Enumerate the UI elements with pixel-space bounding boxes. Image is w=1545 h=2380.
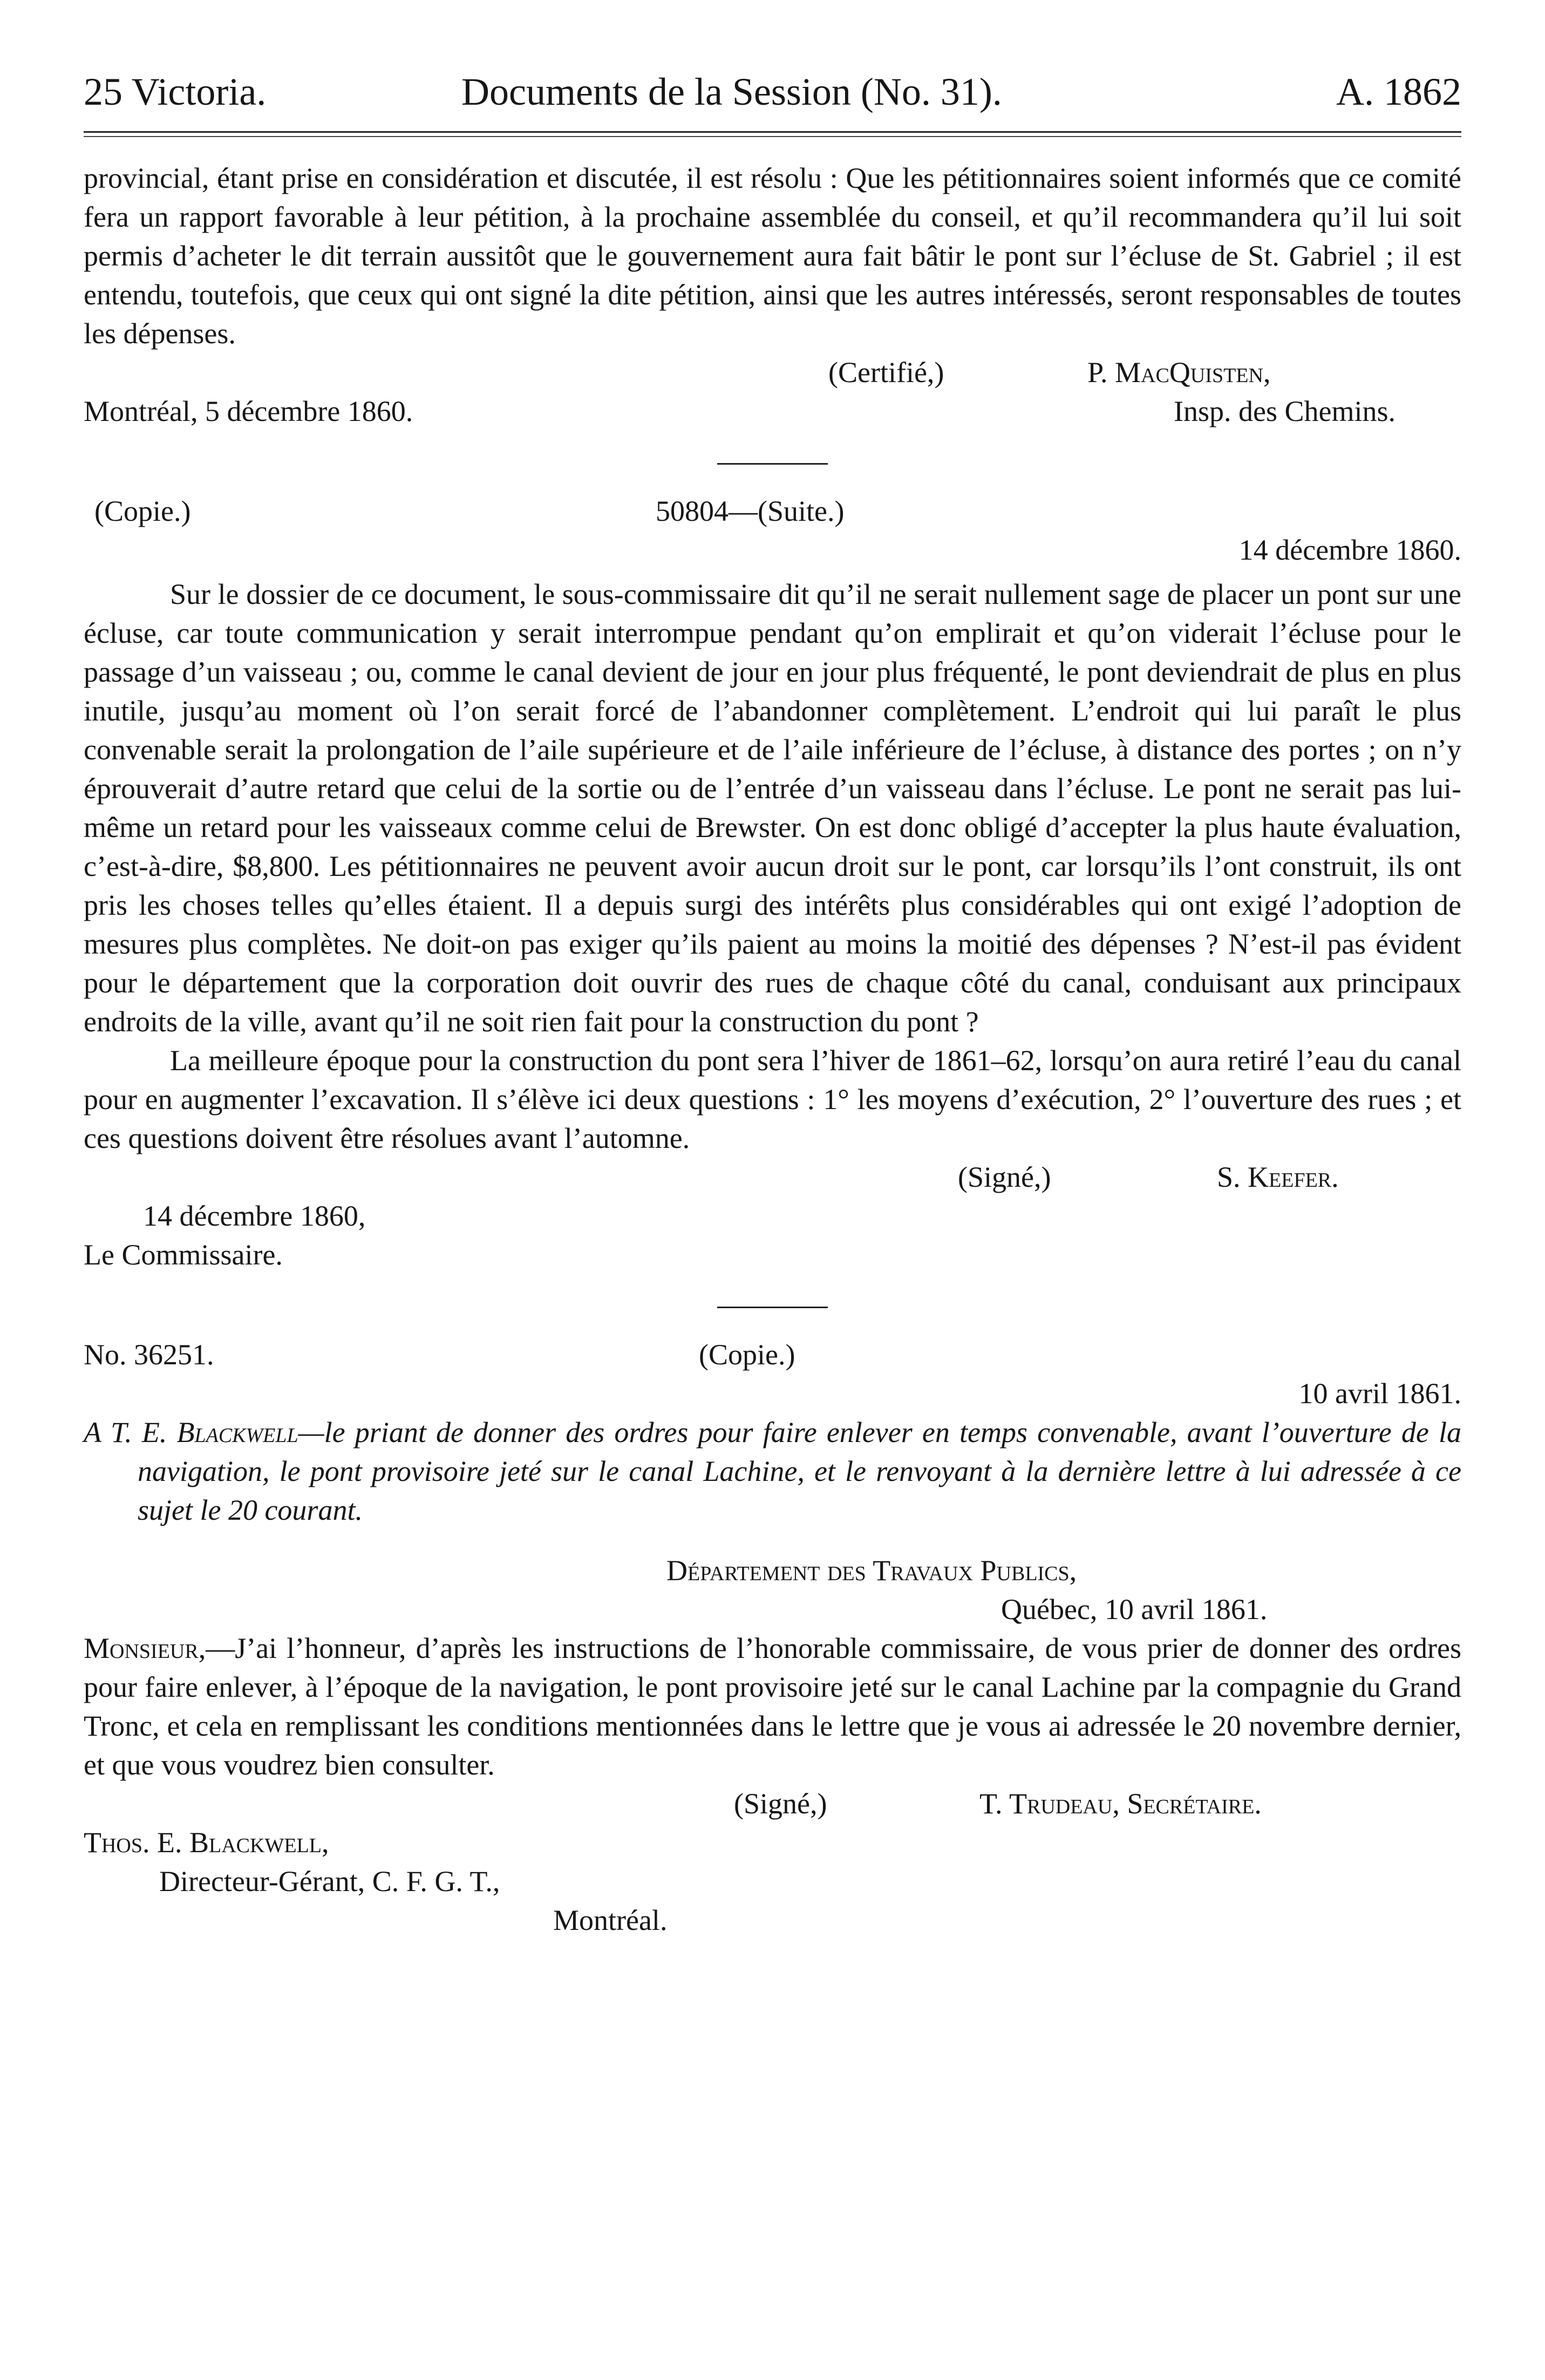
signer-trudeau: T. Trudeau, Secrétaire. xyxy=(979,1787,1262,1820)
addressee-city: Montréal. xyxy=(553,1904,668,1936)
department-place-date: Québec, 10 avril 1861. xyxy=(1001,1593,1268,1626)
document-number: 50804—(Suite.) xyxy=(656,495,845,527)
commissioner-row xyxy=(84,1235,1461,1274)
letter-date-row xyxy=(84,1374,1461,1413)
letter-body-text: —J’ai l’honneur, d’après les instructions de l’honorable commissaire, de vous prier de donner des ordres pour faire enlever, à l’époque de la navigation, le pont provisoire jeté sur le canal Lachine par la compagnie du Grand Tronc, et cela en remplissant les conditions mentionnées dans le lettre que je vous ai adressée le 20 novembre dernier, et que vous voudrez bien consulter. xyxy=(84,1632,1461,1781)
signer-keefer: S. Keefer. xyxy=(1217,1161,1339,1193)
salutation: Monsieur, xyxy=(84,1632,206,1664)
addressee-name: Thos. E. Blackwell, xyxy=(84,1826,329,1859)
commissioner-date: 14 décembre 1860, xyxy=(143,1200,366,1232)
commissioner-label: Le Commissaire. xyxy=(84,1239,283,1271)
signer-name: P. MacQuisten, xyxy=(1087,356,1271,389)
section-separator xyxy=(717,463,828,465)
copy-label: (Copie.) xyxy=(94,495,191,527)
addressee-title: Directeur-Gérant, C. F. G. T., xyxy=(159,1865,500,1898)
letter-body xyxy=(84,1629,1461,1784)
header-rule-thin xyxy=(84,136,1461,137)
date2-row xyxy=(84,1196,1461,1235)
letter-summary xyxy=(84,1413,1461,1529)
letter-signed-label: (Signé,) xyxy=(734,1787,827,1820)
letter-number-row xyxy=(84,1335,1461,1374)
place-date: Montréal, 5 décembre 1860. xyxy=(84,395,413,427)
summary-text: —le priant de donner des ordres pour faire enlever en temps convenable, avant l’ouverture de la navigation, le pont provisoire jeté sur le canal Lachine, et le renvoyant à la dernière lettre à lui adressée à ce sujet le 20 courant. xyxy=(138,1416,1461,1526)
header-right: A. 1862 xyxy=(1336,70,1461,113)
resolution-paragraph: provincial, étant prise en considération et discutée, il est résolu : Que les pétitionnaires soient informés que ce comité fera un rapport favorable à leur pétition, à la prochaine assemblée du conseil, et qu’il recommandera qu’il lui soit permis d’acheter le dit terrain aussitôt que le gouvernement aura fait bâtir le pont sur l’écluse de St. Gabriel ; il est entendu, toutefois, que ceux qui ont signé la dite pétition, ainsi que les autres intéressés, seront responsables de toutes les dépenses. xyxy=(84,162,1461,350)
letter-number: No. 36251. xyxy=(84,1338,214,1371)
signer-title: Insp. des Chemins. xyxy=(1174,395,1396,427)
copy-row xyxy=(84,492,1461,531)
header-left: 25 Victoria. xyxy=(84,70,267,113)
signer-title-row xyxy=(84,392,1461,431)
date-row xyxy=(84,531,1461,569)
memo-paragraph-2: La meilleure époque pour la construction du pont sera l’hiver de 1861–62, lorsqu’on aura retiré l’eau du canal pour en augmenter l’excavation. Il s’élève ici deux questions : 1° les moyens d’exécution, 2° l’ouverture des rues ; et ces questions doivent être résolues avant l’automne. xyxy=(84,1044,1461,1154)
letter-signed-row xyxy=(84,1784,1461,1823)
certified-row xyxy=(84,353,1461,392)
signed-row xyxy=(84,1158,1461,1196)
section-separator-2 xyxy=(717,1307,828,1308)
letter-date: 10 avril 1861. xyxy=(1298,1377,1461,1410)
page-header xyxy=(84,62,1461,121)
memo-paragraph-1: Sur le dossier de ce document, le sous-commissaire dit qu’il ne serait nullement sage de placer un pont sur une écluse, car toute communication y serait interrompue pendant qu’on emplirait et qu’on viderait l’écluse pour le passage d’un vaisseau ; ou, comme le canal devient de jour en jour plus fréquenté, le pont deviendrait de plus en plus inutile, jusqu’au moment où l’on serait forcé de l’abandonner complètement. L’endroit qui lui paraît le plus convenable serait la prolongation de l’aile supérieure et de l’aile inférieure de l’écluse, à distance des portes ; on n’y éprouverait d’autre retard que celui de la sortie ou de l’entrée d’un vaisseau dans l’écluse. Le pont ne serait pas lui-même un retard pour les vaisseaux comme celui de Brewster. On est donc obligé d’accepter la plus haute évaluation, c’est-à-dire, $8,800. Les pétitionnaires ne peuvent avoir aucun droit sur le pont, car lorsqu’ils l’ont construit, ils ont pris les choses telles qu’elles étaient. Il a depuis surgi des intérêts plus considérables qui ont exigé l’adoption de mesures plus complètes. Ne doit-on pas exiger qu’ils paient au moins la moitié des dépenses ? N’est-il pas évident pour le département que la corporation doit ouvrir des rues de chaque côté du canal, conduisant aux principaux endroits de la ville, avant qu’il ne soit rien fait pour la construction du pont ? xyxy=(84,578,1461,1038)
header-rule xyxy=(84,131,1461,133)
summary-name: A T. E. Blackwell xyxy=(84,1416,298,1449)
signed-label: (Signé,) xyxy=(958,1161,1051,1193)
document-date: 14 décembre 1860. xyxy=(1238,534,1461,566)
letter-copy-label: (Copie.) xyxy=(699,1338,795,1371)
department-line: Département des Travaux Publics, xyxy=(666,1554,1077,1587)
certified-label: (Certifié,) xyxy=(828,356,944,389)
header-center: Documents de la Session (No. 31). xyxy=(461,70,1002,113)
